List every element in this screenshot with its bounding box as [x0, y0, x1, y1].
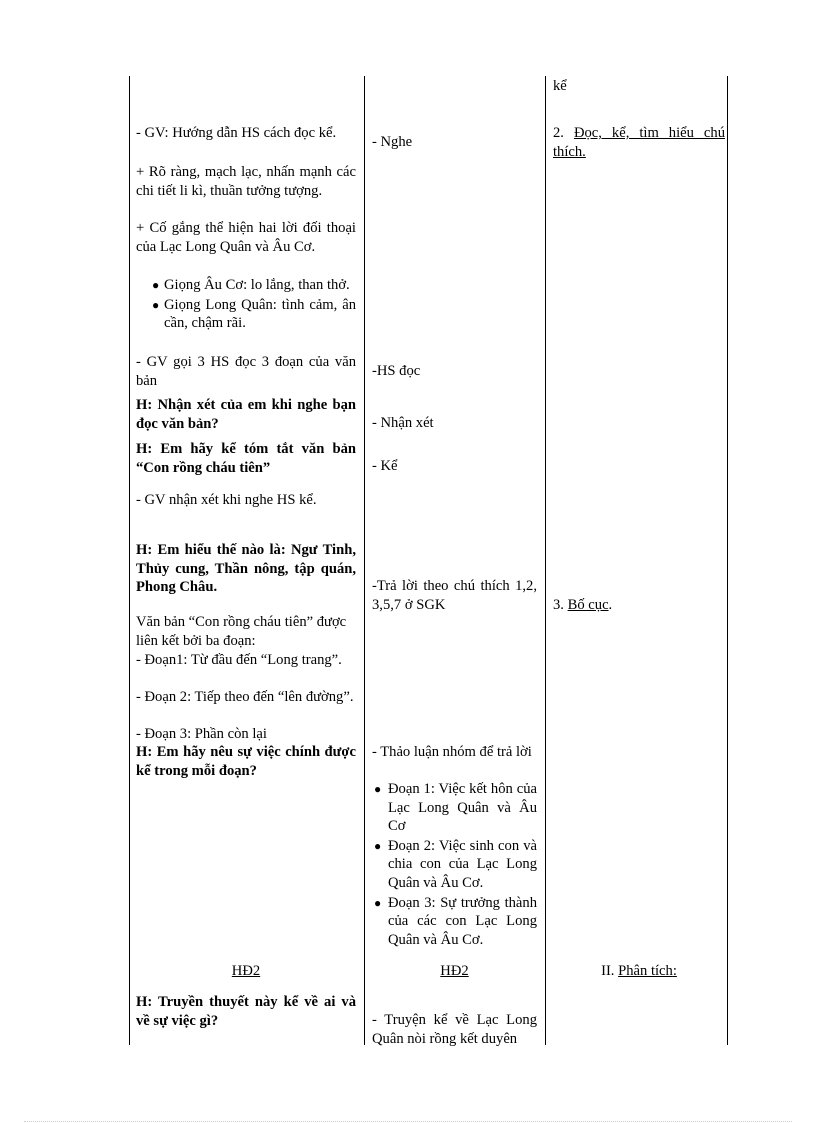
table-border-col2 [364, 76, 365, 1045]
plus-co-gang: + Cố gắng thể hiện hai lời đối thoại của Lạc Long Quân và Âu Cơ. [136, 220, 356, 255]
voice-text: Giọng Âu Cơ: lo lắng, than thở. [164, 277, 350, 293]
hd2-label-col2: HĐ2 [440, 963, 469, 979]
hs-nhan-xet: - Nhận xét [372, 415, 434, 431]
doan-1: - Đoạn1: Từ đầu đến “Long trang”. [136, 652, 342, 668]
doan-3: - Đoạn 3: Phần còn lại [136, 726, 267, 742]
segment-text: Đoạn 1: Việc kết hôn của Lạc Long Quân và Âu Cơ [388, 781, 537, 835]
plus-ro-rang: + Rõ ràng, mạch lạc, nhấn mạnh các chi tiết li kì, thuần tưởng tượng. [136, 164, 356, 199]
q-su-viec-chinh: H: Em hãy nêu sự việc chính được kể trong mỗi đoạn? [136, 744, 356, 779]
muc-3-period: . [608, 597, 613, 613]
table-border-right [727, 76, 728, 1045]
gv-goi: - GV gọi 3 HS đọc 3 đoạn của văn bản [136, 354, 356, 389]
muc-3-number: 3. [553, 597, 564, 613]
hs-tra-loi: -Trả lời theo chú thích 1,2, 3,5,7 ở SGK [372, 578, 537, 613]
bullet-icon: ● [152, 278, 160, 292]
table-border-left [129, 76, 130, 1045]
muc-ii-title: Phân tích [618, 963, 673, 979]
muc-ii-colon: : [672, 963, 677, 979]
bullet-icon: ● [374, 895, 382, 910]
segment-list [372, 780, 537, 950]
voice-item [150, 296, 356, 333]
hs-nghe: - Nghe [372, 134, 413, 150]
muc-3-heading [553, 596, 725, 615]
muc-3-title: Bố cục [567, 597, 609, 613]
hs-truyen-ke: - Truyện kể về Lạc Long Quân nòi rồng kết duyên [372, 1012, 537, 1047]
segment-item [372, 894, 537, 950]
gv-nhan-xet: - GV nhận xét khi nghe HS kể. [136, 492, 317, 508]
hs-ke: - Kể [372, 458, 398, 474]
van-ban-lien-ket: Văn bản “Con rồng cháu tiên” được liên kết bởi ba đoạn: [136, 614, 347, 649]
q-hieu-the-nao: H: Em hiểu thế nào là: Ngư Tinh, Thủy cung, Thần nông, tập quán, Phong Châu. [136, 542, 356, 596]
muc-2-heading [553, 124, 725, 161]
gv-huong-dan: - GV: Hướng dẫn HS cách đọc kể. [136, 125, 337, 141]
muc-ii-number: II. [601, 963, 615, 979]
bullet-icon: ● [374, 838, 382, 853]
muc-2-title: Đọc, kể, tìm hiểu chú thích. [553, 125, 725, 160]
q-ke-tom-tat: H: Em hãy kể tóm tắt văn bản “Con rồng cháu tiên” [136, 441, 356, 476]
segment-text: Đoạn 2: Việc sinh con và chia con của Lạc Long Quân và Âu Cơ. [388, 837, 537, 891]
bullet-icon: ● [374, 782, 382, 796]
hs-doc: -HS đọc [372, 363, 421, 379]
muc-2-number: 2. [553, 125, 564, 141]
hs-thao-luan: - Thảo luận nhóm để trả lời [372, 744, 532, 760]
q-nhan-xet: H: Nhận xét của em khi nghe bạn đọc văn bản? [136, 397, 356, 432]
voice-list [136, 276, 356, 334]
hd2-label-col1: HĐ2 [231, 963, 261, 979]
doan-2: - Đoạn 2: Tiếp theo đến “lên đường”. [136, 689, 354, 705]
segment-item [372, 837, 537, 893]
q-truyen-thuyet: H: Truyền thuyết này kể về ai và về sự việc gì? [136, 994, 356, 1029]
voice-item [150, 276, 356, 295]
page-bottom-divider [24, 1121, 792, 1122]
bullet-icon: ● [152, 297, 160, 312]
muc-ii-heading [553, 962, 725, 981]
segment-text: Đoạn 3: Sự trưởng thành của các con Lạc Long Quân và Âu Cơ. [388, 894, 537, 948]
voice-text: Giọng Long Quân: tình cảm, ân cần, chậm rãi. [164, 296, 356, 332]
table-border-col3 [545, 76, 546, 1045]
c3-ke-text: kể [553, 78, 567, 94]
segment-item [372, 780, 537, 836]
